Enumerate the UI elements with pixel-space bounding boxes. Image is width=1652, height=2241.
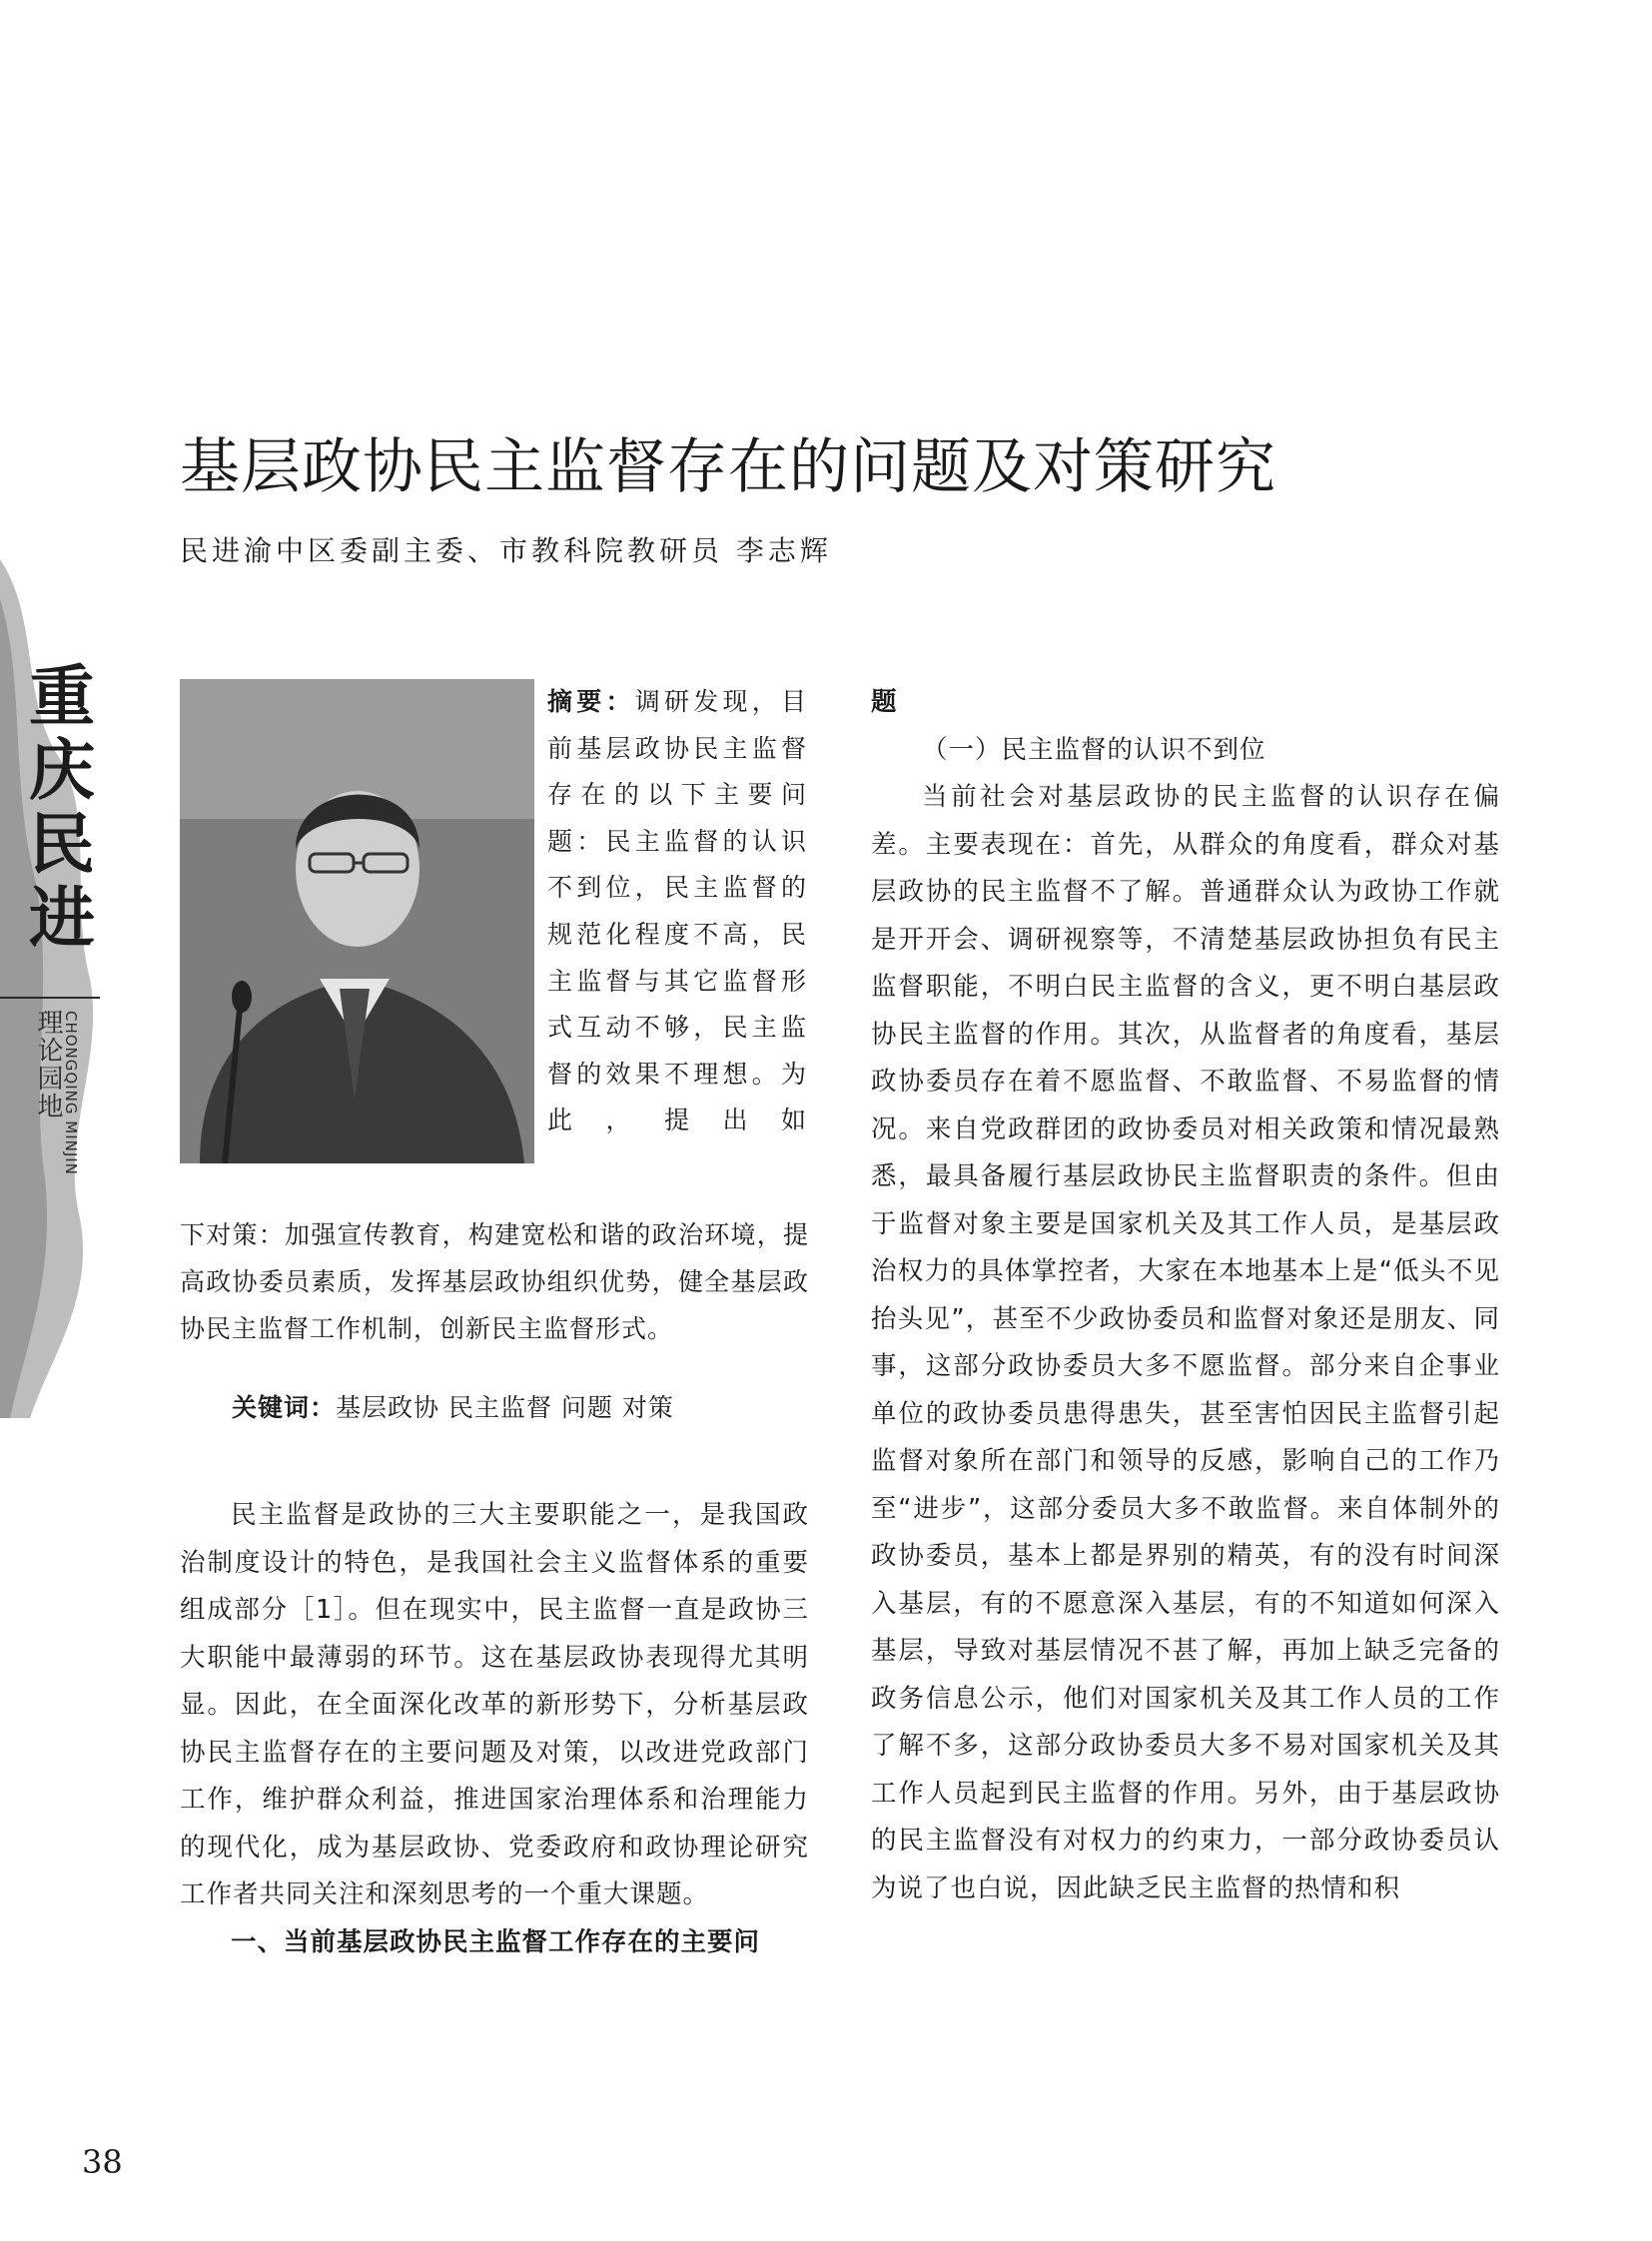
body-paragraph-1: 当前社会对基层政协的民主监督的认识存在偏差。主要表现在：首先，从群众的角度看，群众对基层政协的民主监督不了解。普通群众认为政协工作就是开开会、调研视察等，不清楚基层政协担负有民主监督职能，不明白民主监督的含义，更不明白基层政协民主监督的作用。其次，从监督者的角度看，基层政协委员存在着不愿监督、不敢监督、不易监督的情况。来自党政群团的政协委员对相关政策和情况最熟悉，最具备履行基层政协民主监督职责的条件。但由于监督对象主要是国家机关及其工作人员，是基层政治权力的具体掌控者，大家在本地基本上是“低头不见抬头见”，甚至不少政协委员和监督对象还是朋友、同事，这部分政协委员大多不愿监督。部分来自企事业单位的政协委员患得患失，甚至害怕因民主监督引起监督对象所在部门和领导的反感，影响自己的工作乃至“进步”，这部分委员大多不敢监督。来自体制外的政协委员，基本上都是界别的精英，有的没有时间深入基层，有的不愿意深入基层，有的不知道如何深入基层，导致对基层情况不甚了解，再加上缺乏完备的政务信息公示，他们对国家机关及其工作人员的工作了解不多，这部分政协委员大多不易对国家机关及其工作人员起到民主监督的作用。另外，由于基层政协的民主监督没有对权力的约束力，一部分政协委员认为说了也白说，因此缺乏民主监督的热情和积 — [871, 782, 1500, 1903]
sidebar-divider — [0, 997, 100, 999]
magazine-brand: 重庆民进 — [29, 657, 95, 957]
keywords-label: 关键词： — [232, 1393, 337, 1422]
author-photo — [180, 679, 534, 1163]
page-number: 38 — [82, 2143, 123, 2181]
intro-paragraph: 民主监督是政协的三大主要职能之一，是我国政治制度设计的特色，是我国社会主义监督体系的重要组成部分［1］。但在现实中，民主监督一直是政协三大职能中最薄弱的环节。这在基层政协表现得尤其明显。因此，在全面深化改革的新形势下，分析基层政协民主监督存在的主要问题及对策，以改进党政部门工作，维护群众利益，推进国家治理体系和治理能力的现代化，成为基层政协、党委政府和政协理论研究工作者共同关注和深刻思考的一个重大课题。 — [180, 1500, 809, 1909]
abstract-text-lower: 下对策：加强宣传教育，构建宽松和谐的政治环境，提高政协委员素质，发挥基层政协组织优势，健全基层政协民主监督工作机制，创新民主监督形式。 — [180, 1220, 809, 1343]
abstract-text-upper: 调研发现，目前基层政协民主监督存在的以下主要问题：民主监督的认识不到位，民主监督的规范化程度不高，民主监督与其它监督形式互动不够，民主监督的效果不理想。为此，提出如 — [547, 687, 809, 1135]
keywords — [232, 1388, 831, 1424]
brand-latin: CHONGQING MINJIN — [62, 1011, 80, 1175]
abstract-label: 摘要： — [547, 687, 635, 716]
abstract-upper — [547, 679, 809, 1144]
article-title: 基层政协民主监督存在的问题及对策研究 — [180, 432, 1276, 502]
section-label: 理论园地 — [33, 1009, 63, 1120]
section-heading-1-continued: 题 — [871, 687, 898, 717]
section-heading-1: 一、当前基层政协民主监督工作存在的主要问 — [231, 1926, 761, 1957]
body-column-right — [871, 679, 1500, 1912]
subsection-heading-1: （一）民主监督的认识不到位 — [922, 734, 1266, 765]
body-column-left — [180, 1492, 809, 1966]
keywords-text: 基层政协 民主监督 问题 对策 — [336, 1393, 674, 1422]
article-author: 民进渝中区委副主委、市教科院教研员 李志辉 — [180, 534, 832, 567]
